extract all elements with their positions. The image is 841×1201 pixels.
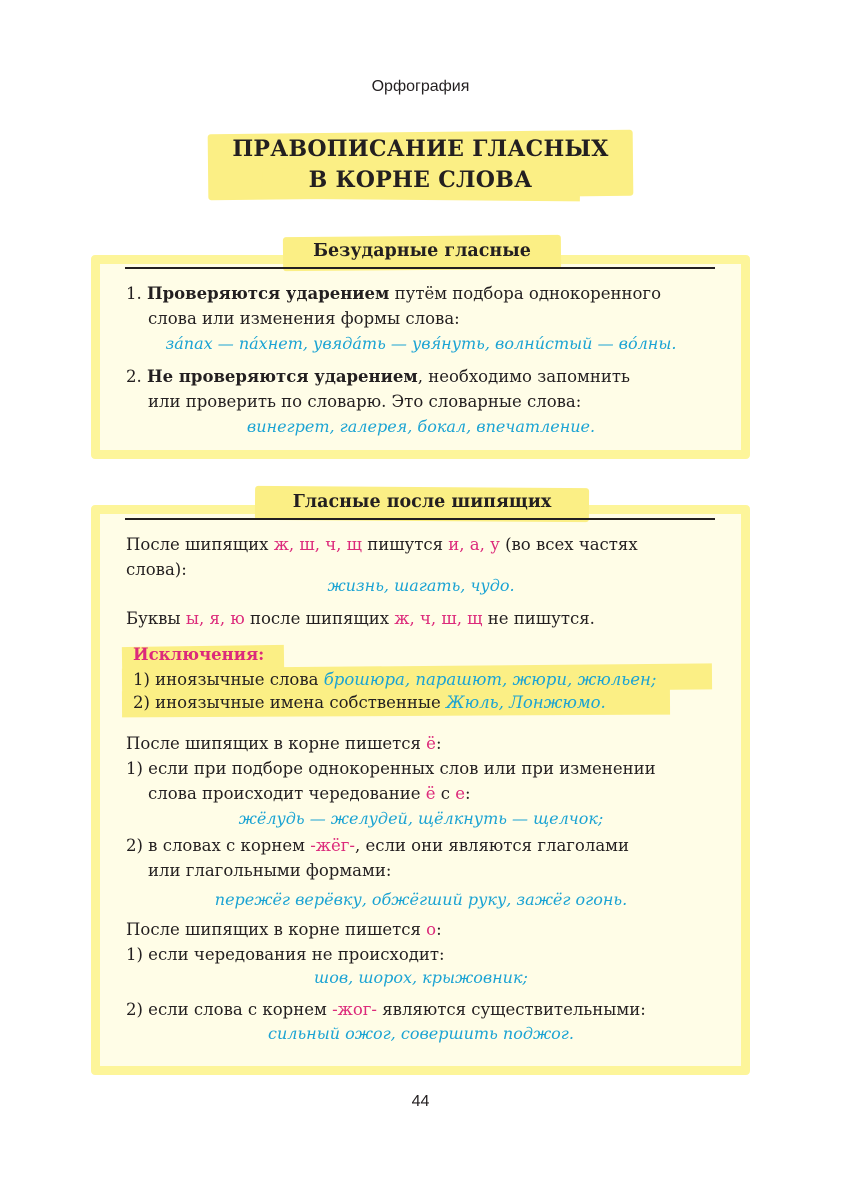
p1-text-c: (во всех частях <box>505 535 638 554</box>
o-letter: о <box>426 920 437 939</box>
o2-example: сильный ожог, совершить поджог. <box>268 1024 574 1043</box>
yo1-letter-e: е <box>455 784 466 803</box>
p2-letters: ы, я, ю <box>185 609 245 628</box>
rule1-text: путём подбора однокоренного <box>394 284 662 303</box>
exceptions-title: Исключения: <box>133 645 265 664</box>
p1-text-b: пишутся <box>367 535 444 554</box>
o-intro-colon: : <box>436 920 442 939</box>
box2-rule <box>125 518 715 520</box>
yo2-text-b: , если они являются глаголами <box>354 836 630 855</box>
p1-example: жизнь, шагать, чудо. <box>327 576 515 595</box>
o-section <box>126 917 718 967</box>
o2 <box>126 997 726 1022</box>
yo2-example: пережёг верёвку, обжёгший руку, зажёг огонь. <box>214 890 628 909</box>
exception2 <box>133 690 723 715</box>
p2-hushing-letters: ж, ч, ш, щ <box>394 609 483 628</box>
p2-text-c: не пишутся. <box>487 609 595 628</box>
box1-content <box>126 281 718 331</box>
exception2-words: Жюль, Лонжюмо. <box>446 693 606 712</box>
yo2-root: -жёг- <box>310 836 355 855</box>
p1-text-a: После шипящих <box>126 535 269 554</box>
rule2 <box>126 364 718 389</box>
yo2-text-a: 2) в словах с корнем <box>126 836 305 855</box>
rule1-text-2: слова или изменения формы слова: <box>148 309 460 328</box>
box1-rule <box>125 267 715 269</box>
o1-text: 1) если чередования не происходит: <box>126 945 445 964</box>
rule2-block <box>126 364 718 414</box>
p2-text-a: Буквы <box>126 609 181 628</box>
yo2 <box>126 833 718 883</box>
p1-vowels: и, а, у <box>448 535 500 554</box>
rule1 <box>126 281 718 306</box>
yo1-text-a: 1) если при подборе однокоренных слов или при изменении <box>126 759 656 778</box>
rule1-example: за́пах — па́хнет, увяда́ть — увя́нуть, волни́стый — во́лны. <box>165 334 677 353</box>
yo1-example: жёлудь — желудей, щёлкнуть — щелчок; <box>238 809 604 828</box>
p1-hushing-letters: ж, ш, ч, щ <box>273 535 362 554</box>
box2-title: Гласные после шипящих <box>292 492 552 512</box>
o2-text-b: являются существительными: <box>382 1000 646 1019</box>
title-line-1: ПРАВОПИСАНИЕ ГЛАСНЫХ <box>232 136 609 162</box>
p2-text-b: после шипящих <box>249 609 390 628</box>
page-title <box>0 134 841 196</box>
yo-section <box>126 731 718 806</box>
o1-example: шов, шорох, крыжовник; <box>314 968 528 987</box>
yo1-text-b: слова происходит чередование <box>148 784 421 803</box>
yo1-text-c: с <box>440 784 451 803</box>
rule2-text-2: или проверить по словарю. Это словарные слова: <box>148 392 582 411</box>
yo-intro-text: После шипящих в корне пишется <box>126 734 421 753</box>
yo1-letter-yo: ё <box>425 784 436 803</box>
p2 <box>126 606 726 631</box>
rule2-text: , необходимо запомнить <box>417 367 630 386</box>
page-number: 44 <box>411 1093 430 1110</box>
rule1-number: 1. <box>126 284 142 303</box>
box1-title: Безударные гласные <box>313 241 531 261</box>
exception2-text: 2) иноязычные имена собственные <box>133 693 441 712</box>
rule1-bold: Проверяются ударением <box>147 284 390 303</box>
section-label: Орфография <box>371 78 470 95</box>
o-intro-text: После шипящих в корне пишется <box>126 920 421 939</box>
rule2-number: 2. <box>126 367 142 386</box>
rule2-example: винегрет, галерея, бокал, впечатление. <box>246 417 596 436</box>
yo-intro-colon: : <box>435 734 442 753</box>
exception1-text: 1) иноязычные слова <box>133 670 319 689</box>
yo2-text-c: или глагольными формами: <box>148 861 392 880</box>
rule2-bold: Не проверяются ударением <box>147 367 418 386</box>
title-line-2: В КОРНЕ СЛОВА <box>308 167 533 193</box>
p1-text-d: слова): <box>126 560 187 579</box>
o2-root: -жог- <box>332 1000 377 1019</box>
p1 <box>126 532 718 582</box>
yo-letter: ё <box>426 734 436 753</box>
exception1-words: брошюра, парашют, жюри, жюльен; <box>323 670 657 689</box>
exception1 <box>133 667 723 692</box>
yo1-colon: : <box>465 784 471 803</box>
o2-text-a: 2) если слова с корнем <box>126 1000 327 1019</box>
